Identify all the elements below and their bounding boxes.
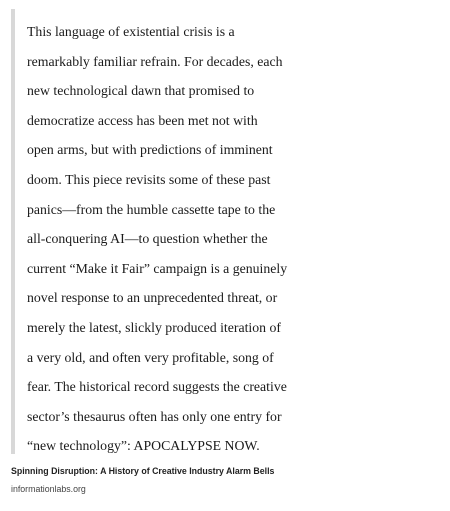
quote-line: current “Make it Fair” campaign is a genuinely bbox=[27, 260, 288, 276]
quote-text bbox=[27, 17, 439, 461]
quote-line: new technological dawn that promised to bbox=[27, 83, 255, 99]
quote-line: remarkably familiar refrain. For decades, each bbox=[27, 53, 283, 69]
source-domain[interactable]: informationlabs.org bbox=[11, 484, 86, 494]
quote-line: sector’s thesaurus often has only one entry for bbox=[27, 408, 282, 424]
blockquote bbox=[11, 9, 439, 454]
quote-line: “new technology”: APOCALYPSE NOW. bbox=[27, 438, 260, 454]
quote-line: merely the latest, slickly produced iteration of bbox=[27, 319, 282, 335]
quote-line: panics—from the humble cassette tape to the bbox=[27, 201, 276, 217]
quote-line: doom. This piece revisits some of these past bbox=[27, 171, 271, 187]
link-caption[interactable] bbox=[11, 462, 441, 499]
quote-line: democratize access has been met not with bbox=[27, 112, 258, 128]
quote-line: open arms, but with predictions of imminent bbox=[27, 142, 273, 158]
quote-line: fear. The historical record suggests the creative bbox=[27, 379, 287, 395]
quote-line: all-conquering AI—to question whether the bbox=[27, 231, 268, 247]
quote-line: novel response to an unprecedented threat, or bbox=[27, 290, 278, 306]
article-title[interactable]: Spinning Disruption: A History of Creative Industry Alarm Bells bbox=[11, 466, 275, 476]
quote-line: This language of existential crisis is a bbox=[27, 24, 235, 39]
quote-line: a very old, and often very profitable, song of bbox=[27, 349, 274, 365]
